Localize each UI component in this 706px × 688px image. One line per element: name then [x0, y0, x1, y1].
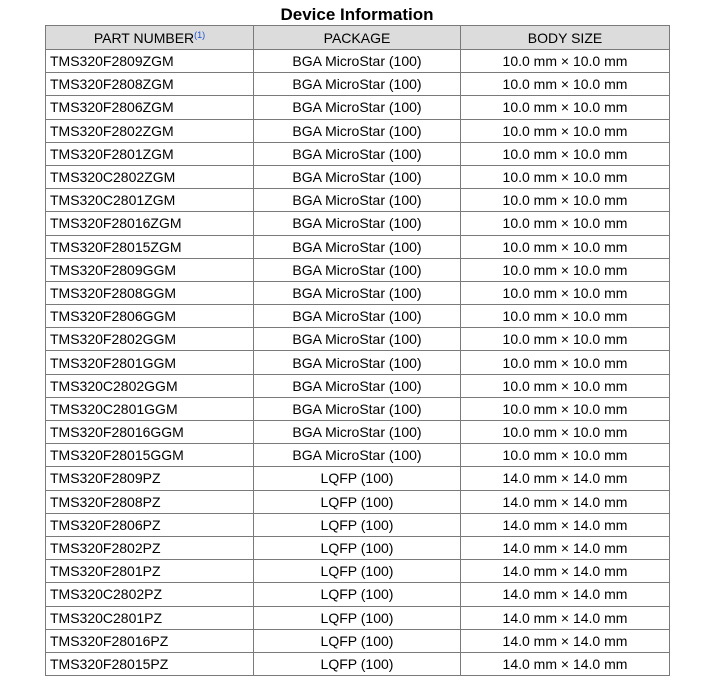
part-number-cell: TMS320C2802ZGM	[46, 165, 254, 188]
body-size-cell: 10.0 mm × 10.0 mm	[461, 165, 670, 188]
table-row	[46, 351, 670, 374]
body-size-cell: 10.0 mm × 10.0 mm	[461, 96, 670, 119]
part-number-cell: TMS320F28016GGM	[46, 421, 254, 444]
body-size-cell: 10.0 mm × 10.0 mm	[461, 351, 670, 374]
table-row	[46, 212, 670, 235]
body-size-cell: 10.0 mm × 10.0 mm	[461, 374, 670, 397]
package-cell: BGA MicroStar (100)	[254, 142, 461, 165]
table-row	[46, 629, 670, 652]
package-cell: LQFP (100)	[254, 629, 461, 652]
table-row	[46, 374, 670, 397]
body-size-cell: 10.0 mm × 10.0 mm	[461, 328, 670, 351]
table-row	[46, 165, 670, 188]
body-size-cell: 10.0 mm × 10.0 mm	[461, 258, 670, 281]
package-cell: BGA MicroStar (100)	[254, 351, 461, 374]
part-number-cell: TMS320F2806GGM	[46, 305, 254, 328]
table-header-row	[46, 26, 670, 50]
part-number-cell: TMS320F2808ZGM	[46, 73, 254, 96]
part-number-cell: TMS320F28016ZGM	[46, 212, 254, 235]
table-row	[46, 421, 670, 444]
package-cell: BGA MicroStar (100)	[254, 235, 461, 258]
part-number-cell: TMS320C2801GGM	[46, 397, 254, 420]
package-cell: BGA MicroStar (100)	[254, 50, 461, 73]
body-size-cell: 10.0 mm × 10.0 mm	[461, 189, 670, 212]
package-cell: BGA MicroStar (100)	[254, 397, 461, 420]
body-size-cell: 10.0 mm × 10.0 mm	[461, 281, 670, 304]
package-cell: BGA MicroStar (100)	[254, 281, 461, 304]
body-size-cell: 10.0 mm × 10.0 mm	[461, 235, 670, 258]
header-body-size: BODY SIZE	[461, 26, 670, 50]
package-cell: BGA MicroStar (100)	[254, 119, 461, 142]
body-size-cell: 10.0 mm × 10.0 mm	[461, 142, 670, 165]
table-row	[46, 119, 670, 142]
table-row	[46, 96, 670, 119]
package-cell: BGA MicroStar (100)	[254, 212, 461, 235]
package-cell: LQFP (100)	[254, 490, 461, 513]
package-cell: LQFP (100)	[254, 583, 461, 606]
package-cell: BGA MicroStar (100)	[254, 444, 461, 467]
table-row	[46, 560, 670, 583]
package-cell: BGA MicroStar (100)	[254, 189, 461, 212]
package-cell: BGA MicroStar (100)	[254, 374, 461, 397]
part-number-cell: TMS320C2801ZGM	[46, 189, 254, 212]
part-number-cell: TMS320F2809PZ	[46, 467, 254, 490]
table-row	[46, 73, 670, 96]
part-number-cell: TMS320F2806PZ	[46, 513, 254, 536]
package-cell: BGA MicroStar (100)	[254, 421, 461, 444]
table-row	[46, 328, 670, 351]
package-cell: LQFP (100)	[254, 560, 461, 583]
part-number-cell: TMS320F2809ZGM	[46, 50, 254, 73]
table-row	[46, 142, 670, 165]
package-cell: LQFP (100)	[254, 513, 461, 536]
body-size-cell: 14.0 mm × 14.0 mm	[461, 560, 670, 583]
body-size-cell: 14.0 mm × 14.0 mm	[461, 513, 670, 536]
part-number-cell: TMS320F28015PZ	[46, 652, 254, 675]
part-number-cell: TMS320F28015GGM	[46, 444, 254, 467]
body-size-cell: 10.0 mm × 10.0 mm	[461, 73, 670, 96]
body-size-cell: 10.0 mm × 10.0 mm	[461, 444, 670, 467]
part-number-cell: TMS320F2801GGM	[46, 351, 254, 374]
body-size-cell: 10.0 mm × 10.0 mm	[461, 421, 670, 444]
device-information-table	[45, 25, 670, 676]
package-cell: LQFP (100)	[254, 467, 461, 490]
package-cell: BGA MicroStar (100)	[254, 305, 461, 328]
body-size-cell: 14.0 mm × 14.0 mm	[461, 490, 670, 513]
table-row	[46, 583, 670, 606]
body-size-cell: 10.0 mm × 10.0 mm	[461, 397, 670, 420]
package-cell: LQFP (100)	[254, 536, 461, 559]
body-size-cell: 14.0 mm × 14.0 mm	[461, 606, 670, 629]
part-number-cell: TMS320F2801PZ	[46, 560, 254, 583]
table-row	[46, 513, 670, 536]
package-cell: BGA MicroStar (100)	[254, 258, 461, 281]
table-row	[46, 235, 670, 258]
part-number-cell: TMS320F2806ZGM	[46, 96, 254, 119]
part-number-cell: TMS320F2802ZGM	[46, 119, 254, 142]
package-cell: BGA MicroStar (100)	[254, 96, 461, 119]
part-number-cell: TMS320F2808GGM	[46, 281, 254, 304]
package-cell: LQFP (100)	[254, 652, 461, 675]
body-size-cell: 10.0 mm × 10.0 mm	[461, 305, 670, 328]
header-package: PACKAGE	[254, 26, 461, 50]
part-number-cell: TMS320F28015ZGM	[46, 235, 254, 258]
body-size-cell: 10.0 mm × 10.0 mm	[461, 50, 670, 73]
part-number-cell: TMS320C2802PZ	[46, 583, 254, 606]
body-size-cell: 14.0 mm × 14.0 mm	[461, 583, 670, 606]
package-cell: BGA MicroStar (100)	[254, 328, 461, 351]
table-row	[46, 444, 670, 467]
table-row	[46, 281, 670, 304]
header-part-number	[46, 26, 254, 50]
part-number-cell: TMS320C2801PZ	[46, 606, 254, 629]
header-part-number-label: PART NUMBER	[93, 29, 195, 46]
body-size-cell: 14.0 mm × 14.0 mm	[461, 536, 670, 559]
part-number-cell: TMS320F2802GGM	[46, 328, 254, 351]
table-row	[46, 189, 670, 212]
package-cell: LQFP (100)	[254, 606, 461, 629]
part-number-cell: TMS320C2802GGM	[46, 374, 254, 397]
table-row	[46, 50, 670, 73]
table-row	[46, 606, 670, 629]
part-number-cell: TMS320F2802PZ	[46, 536, 254, 559]
table-row	[46, 490, 670, 513]
part-number-cell: TMS320F2801ZGM	[46, 142, 254, 165]
footnote-link[interactable]: (1)	[194, 29, 206, 40]
package-cell: BGA MicroStar (100)	[254, 165, 461, 188]
part-number-cell: TMS320F2809GGM	[46, 258, 254, 281]
part-number-cell: TMS320F2808PZ	[46, 490, 254, 513]
body-size-cell: 14.0 mm × 14.0 mm	[461, 467, 670, 490]
table-row	[46, 258, 670, 281]
package-cell: BGA MicroStar (100)	[254, 73, 461, 96]
part-number-cell: TMS320F28016PZ	[46, 629, 254, 652]
body-size-cell: 10.0 mm × 10.0 mm	[461, 212, 670, 235]
table-row	[46, 397, 670, 420]
body-size-cell: 14.0 mm × 14.0 mm	[461, 652, 670, 675]
table-title: Device Information	[280, 5, 434, 24]
table-row	[46, 305, 670, 328]
table-row	[46, 467, 670, 490]
table-row	[46, 652, 670, 675]
body-size-cell: 10.0 mm × 10.0 mm	[461, 119, 670, 142]
table-row	[46, 536, 670, 559]
body-size-cell: 14.0 mm × 14.0 mm	[461, 629, 670, 652]
